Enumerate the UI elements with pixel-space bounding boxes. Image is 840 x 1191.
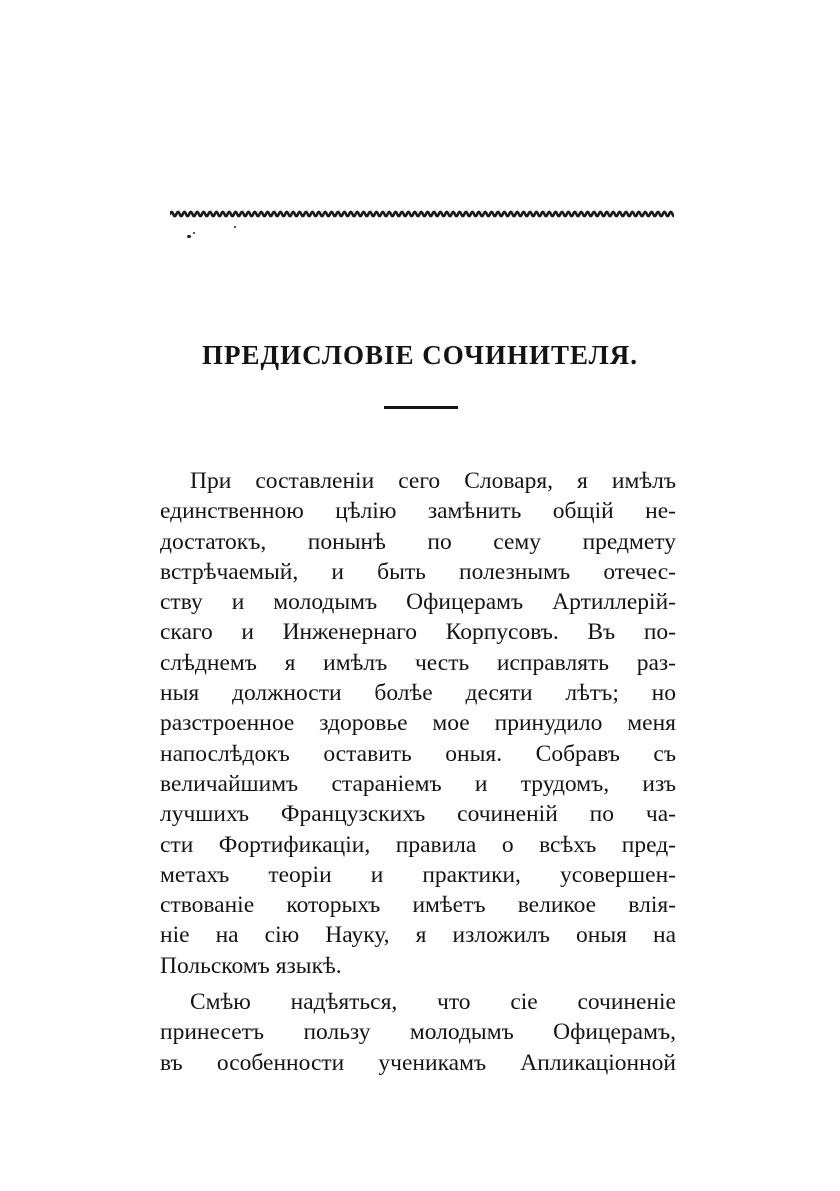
text-line: достатокъ, понынѣ по сему предмету [160, 528, 676, 555]
paragraph-2 [160, 987, 676, 1078]
text-line: слѣднемъ я имѣлъ честь исправлять раз- [160, 649, 676, 676]
paragraph-1 [160, 466, 676, 981]
text-line: ныя должности болѣе десяти лѣтъ; но [160, 680, 676, 707]
text-line: Смѣю надѣяться, что сіе сочиненіе [190, 989, 676, 1016]
text-line: ству и молодымъ Офицерамъ Артиллерій- [160, 589, 676, 616]
text-line: ствованіе которыхъ имѣетъ великое влія- [160, 892, 676, 919]
text-line: величайшимъ стараніемъ и трудомъ, изъ [160, 770, 676, 797]
preface-text [160, 466, 676, 1078]
title-underline-rule [384, 406, 458, 409]
text-line: напослѣдокъ оставить оныя. Собравъ съ [160, 740, 676, 767]
text-line: въ особенности ученикамъ Апликаціонной [160, 1049, 676, 1076]
text-line: метахъ теоріи и практики, усовершен- [160, 861, 676, 888]
text-line: лучшихъ Французскихъ сочиненій по ча- [160, 801, 676, 828]
text-line: единственною цѣлію замѣнить общій не- [160, 498, 676, 525]
wave-rule-ornament [170, 206, 674, 222]
text-line: Польскомъ языкѣ. [160, 952, 342, 979]
text-line: скаго и Инженернаго Корпусовъ. Въ по- [160, 619, 676, 646]
text-line: принесетъ пользу молодымъ Офицерамъ, [160, 1019, 676, 1046]
page-title: ПРЕДИСЛОВІЕ СОЧИНИТЕЛЯ. [202, 340, 638, 370]
ink-speck [193, 232, 195, 234]
text-line: встрѣчаемый, и быть полезнымъ отечес- [160, 558, 676, 585]
text-line: разстроенное здоровье мое принудило меня [160, 710, 676, 737]
text-line: ніе на сію Науку, я изложилъ оныя на [160, 922, 676, 949]
text-line: сти Фортификаціи, правила о всѣхъ пред- [160, 831, 676, 858]
ink-speck [187, 235, 191, 238]
text-line: При составленіи сего Словаря, я имѣлъ [190, 468, 676, 494]
ink-speck [234, 226, 236, 228]
